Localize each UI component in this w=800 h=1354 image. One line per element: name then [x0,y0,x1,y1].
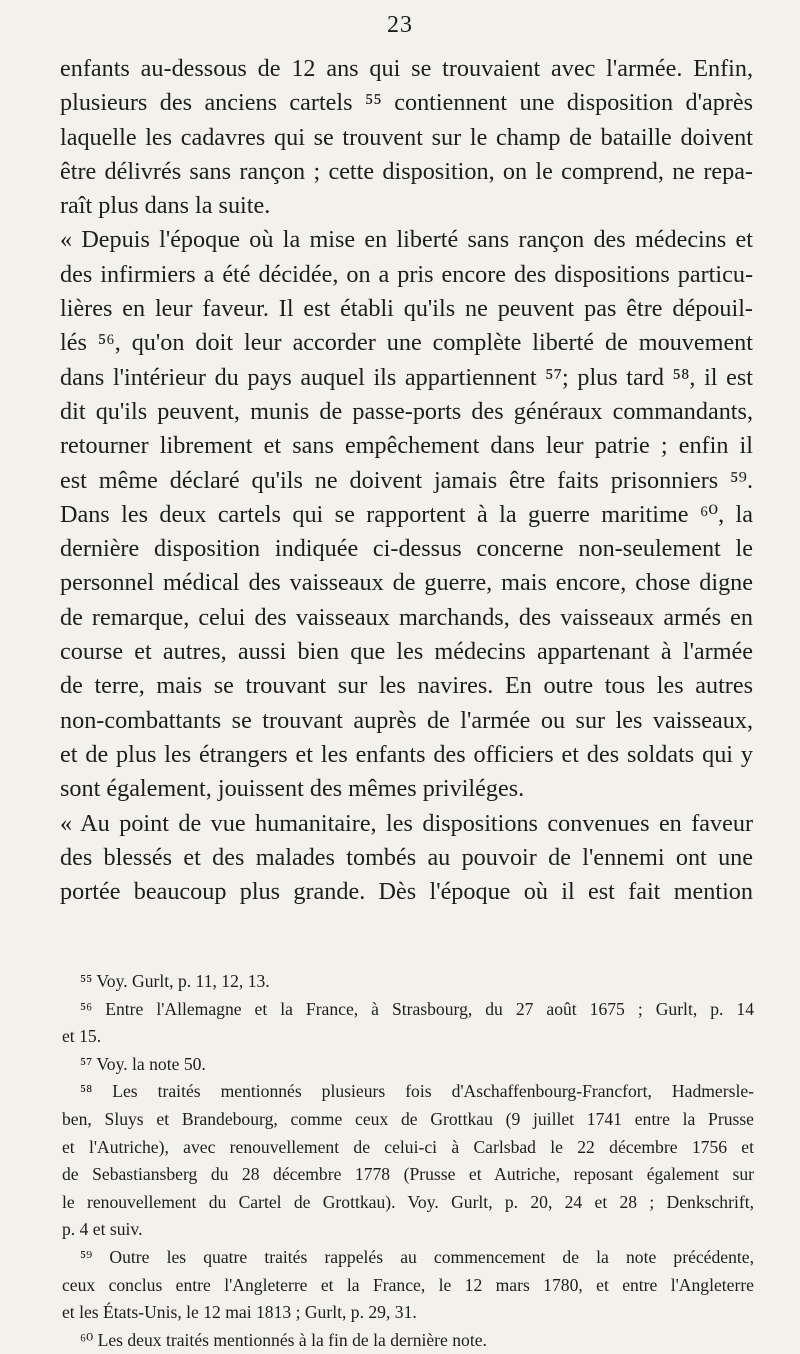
text-line: enfants au-dessous de 12 ans qui se trouvaient avec l'armée. Enfin, [60,55,753,82]
text-line: dernière disposition indiquée ci-dessus concerne non-seulement le [60,535,753,563]
text-line: course et autres, aussi bien que les médecins appartenant à l'armée [60,638,753,666]
footnotes [62,968,754,1354]
text-line: « Au point de vue humanitaire, les dispositions convenues en faveur [60,809,753,837]
text-line: portée beaucoup plus grande. Dès l'époque où il est fait mention [60,878,753,906]
footnote-line: le renouvellement du Cartel de Grottkau). Voy. Gurlt, p. 20, 24 et 28 ; Denkschrift, [62,1191,754,1212]
text-line: sont également, jouissent des mêmes priviléges. [60,775,525,803]
main-text [60,52,753,909]
footnote-line: p. 4 et suiv. [62,1219,143,1240]
text-line: raît plus dans la suite. [60,192,271,220]
text-line: dans l'intérieur du pays auquel ils appartiennent ⁵⁷; plus tard ⁵⁸, il est [60,363,753,391]
text-line: non-combattants se trouvant auprès de l'armée ou sur les vaisseaux, [60,706,753,734]
footnote-line: ceux conclus entre l'Angleterre et la France, le 12 mars 1780, et entre l'Angleterre [62,1274,754,1295]
text-line: des blessés et des malades tombés au pouvoir de l'ennemi ont une [60,843,753,871]
text-line: de terre, mais se trouvant sur les navires. En outre tous les autres [60,672,753,700]
footnote-line: ⁶⁰ Les deux traités mentionnés à la fin de la dernière note. [80,1329,487,1350]
footnote-line: ⁵⁹ Outre les quatre traités rappelés au commencement de la note précédente, [80,1246,754,1267]
footnote-line: ⁵⁸ Les traités mentionnés plusieurs fois d'Aschaffenbourg-Francfort, Hadmersle- [80,1081,754,1102]
footnote-line: ⁵⁷ Voy. la note 50. [80,1053,206,1074]
text-line: lés ⁵⁶, qu'on doit leur accorder une complète liberté de mouvement [60,329,753,357]
text-line: « Depuis l'époque où la mise en liberté sans rançon des médecins et [60,226,753,254]
text-line: laquelle les cadavres qui se trouvent sur le champ de bataille doivent [60,123,753,151]
text-line: être délivrés sans rançon ; cette disposition, on le comprend, ne repa- [60,157,753,185]
text-line: retourner librement et sans empêchement dans leur patrie ; enfin il [60,432,753,460]
text-line: dit qu'ils peuvent, munis de passe-ports des généraux commandants, [60,397,753,425]
footnote-line: de Sebastiansberg du 28 décembre 1778 (Prusse et Autriche, reposant également sur [62,1164,754,1185]
text-line: de remarque, celui des vaisseaux marchands, des vaisseaux armés en [60,603,753,631]
footnote-line: et les États-Unis, le 12 mai 1813 ; Gurlt, p. 29, 31. [62,1302,417,1323]
footnote-line: ⁵⁶ Entre l'Allemagne et la France, à Strasbourg, du 27 août 1675 ; Gurlt, p. 14 [80,998,754,1019]
text-line: des infirmiers a été décidée, on a pris encore des dispositions particu- [60,260,753,288]
text-line: plusieurs des anciens cartels ⁵⁵ contiennent une disposition d'après [60,89,753,117]
text-line: est même déclaré qu'ils ne doivent jamais être faits prisonniers ⁵⁹. [60,466,753,494]
footnote-line: ⁵⁵ Voy. Gurlt, p. 11, 12, 13. [80,971,270,991]
text-line: et de plus les étrangers et les enfants des officiers et des soldats qui y [60,740,753,768]
page-number: 23 [387,12,413,38]
footnote-line: et 15. [62,1026,102,1047]
footnote-line: et l'Autriche), avec renouvellement de celui-ci à Carlsbad le 22 décembre 1756 et [62,1136,754,1157]
text-line: Dans les deux cartels qui se rapportent à la guerre maritime ⁶⁰, la [60,500,753,528]
footnote-line: ben, Sluys et Brandebourg, comme ceux de Grottkau (9 juillet 1741 entre la Prusse [62,1108,754,1129]
text-line: lières en leur faveur. Il est établi qu'ils ne peuvent pas être dépouil- [60,295,753,323]
text-line: personnel médical des vaisseaux de guerre, mais encore, chose digne [60,569,753,597]
